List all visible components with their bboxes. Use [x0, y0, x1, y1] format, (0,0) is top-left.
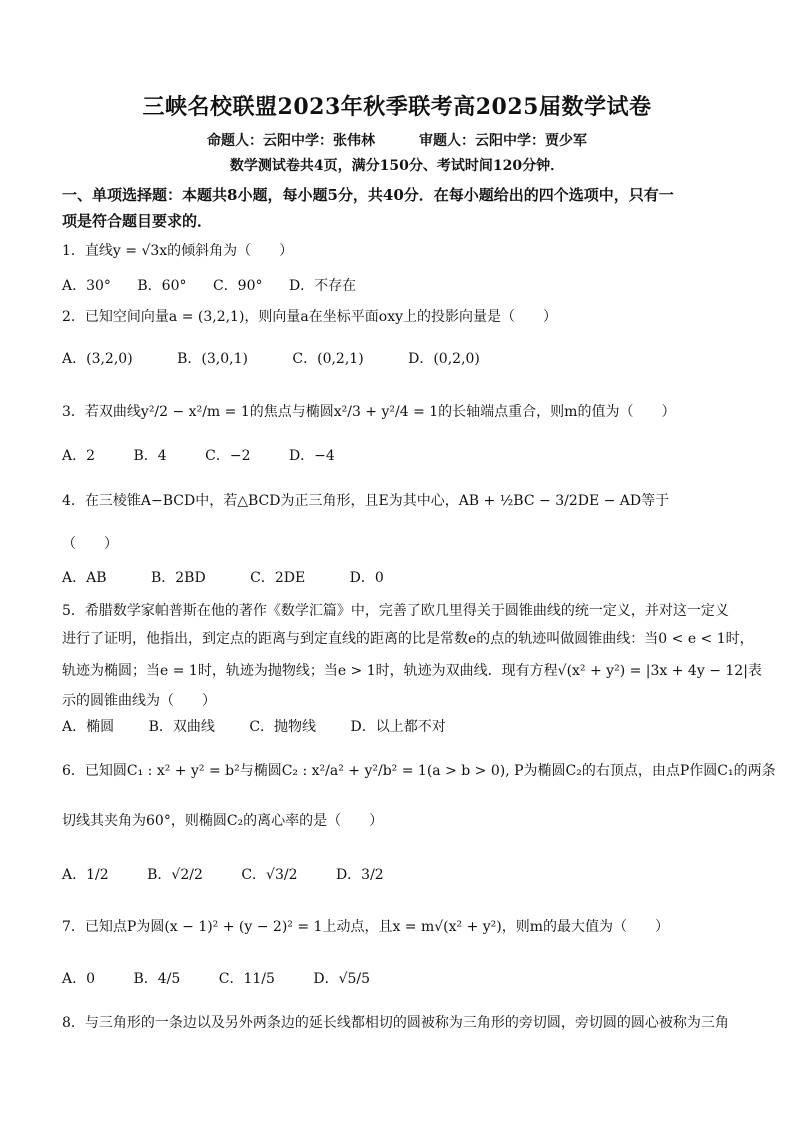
- q7-stem: 7．已知点P为圆(x − 1)² + (y − 2)² = 1上动点，且x = m√(x² + y²)，则m的最大值为（ ）: [62, 919, 670, 935]
- q6-option-d: D．3/2: [335, 867, 384, 883]
- q6-line2: 切线其夹角为60°，则椭圆C₂的离心率的是（ ）: [62, 813, 384, 829]
- q6-options: [62, 864, 406, 884]
- q4-stem: 4．在三棱锥A−BCD中，若△BCD为正三角形，且E为其中心，AB + ½BC − 3/2DE − AD等于: [62, 493, 670, 509]
- q5-line2: 进行了证明，他指出，到定点的距离与到定直线的距离的比是常数e的点的轨迹叫做圆锥曲线：当0 < e < 1时，: [62, 631, 754, 647]
- q4-stem-cont: （ ）: [62, 536, 118, 552]
- q1-option-d: D．不存在: [288, 278, 357, 294]
- q2-option-d: D．(0,2,0): [408, 351, 480, 367]
- q5-line4: 示的圆锥曲线为（ ）: [62, 693, 216, 709]
- q5-option-c: C．抛物线: [249, 719, 317, 735]
- q1-option-c: C．90°: [212, 278, 263, 294]
- q5-line3: 轨迹为椭圆；当e = 1时，轨迹为抛物线；当e > 1时，轨迹为双曲线．现有方程√(x² + y²) = |3x + 4y − 12|表: [62, 663, 762, 679]
- reviewer: 审题人：云阳中学：贾少军: [419, 133, 587, 149]
- q3-options: [62, 445, 357, 465]
- q8-line1: 8．与三角形的一条边以及另外两条边的延长线都相切的圆被称为三角形的旁切圆，旁切圆的圆心被称为三角: [62, 1015, 729, 1031]
- section-heading: 一、单项选择题：本题共8小题，每小题5分，共40分．在每小题给出的四个选项中，只有一 项是符合题目要求的．: [62, 186, 674, 230]
- q1-options: [62, 275, 378, 295]
- q2-option-c: C．(0,2,1): [292, 351, 364, 367]
- q7-option-d: D．√5/5: [313, 971, 371, 987]
- q3-option-d: D．−4: [288, 448, 335, 464]
- q6-option-a: A．1/2: [62, 867, 109, 883]
- q2-stem: 2．已知空间向量a = (3,2,1)，则向量a在坐标平面oxy上的投影向量是（ ）: [62, 309, 558, 325]
- q5-option-b: B．双曲线: [148, 719, 215, 735]
- q4-option-c: C．2DE: [250, 570, 306, 586]
- q2-option-b: B．(3,0,1): [177, 351, 248, 367]
- q7-option-c: C．11/5: [218, 971, 275, 987]
- q7-option-b: B．4/5: [133, 971, 181, 987]
- q3-option-c: C．−2: [205, 448, 251, 464]
- q4-option-a: A．AB: [62, 570, 107, 586]
- q2-option-a: A．(3,2,0): [62, 351, 133, 367]
- q5-option-a: A．椭圆: [62, 719, 115, 735]
- author: 命题人：云阳中学：张伟林: [207, 133, 375, 149]
- q3-option-a: A．2: [62, 448, 96, 464]
- q1-option-a: A．30°: [62, 278, 111, 294]
- q3-option-b: B．4: [133, 448, 167, 464]
- q1-option-b: B．60°: [137, 278, 187, 294]
- page-title: 三峡名校联盟2023年秋季联考高2025届数学试卷: [142, 94, 652, 120]
- q7-options: [62, 968, 392, 988]
- q4-option-b: B．2BD: [150, 570, 206, 586]
- q5-options: [62, 716, 468, 736]
- q1-stem: 1．直线y = √3x的倾斜角为（ ）: [62, 243, 294, 259]
- q4-option-d: D．0: [349, 570, 384, 586]
- q6-line1: 6．已知圆C₁ : x² + y² = b²与椭圆C₂ : x²/a² + y²/b² = 1(a > b > 0), P为椭圆C₂的右顶点，由点P作圆C₁的两条: [62, 763, 776, 779]
- q2-options: [62, 348, 502, 368]
- q4-options: [62, 567, 406, 587]
- q6-option-c: C．√3/2: [241, 867, 298, 883]
- q5-line1: 5．希腊数学家帕普斯在他的著作《数学汇篇》中，完善了欧几里得关于圆锥曲线的统一定义，并对这一定义: [62, 603, 729, 619]
- exam-info: 数学测试卷共4页，满分150分、考试时间120分钟．: [229, 158, 565, 174]
- q7-option-a: A．0: [62, 971, 96, 987]
- q6-option-b: B．√2/2: [147, 867, 203, 883]
- q3-stem: 3．若双曲线y²/2 − x²/m = 1的焦点与椭圆x²/3 + y²/4 = 1的长轴端点重合，则m的值为（ ）: [62, 404, 676, 420]
- author-line: [0, 130, 794, 150]
- q5-option-d: D．以上都不对: [350, 719, 446, 735]
